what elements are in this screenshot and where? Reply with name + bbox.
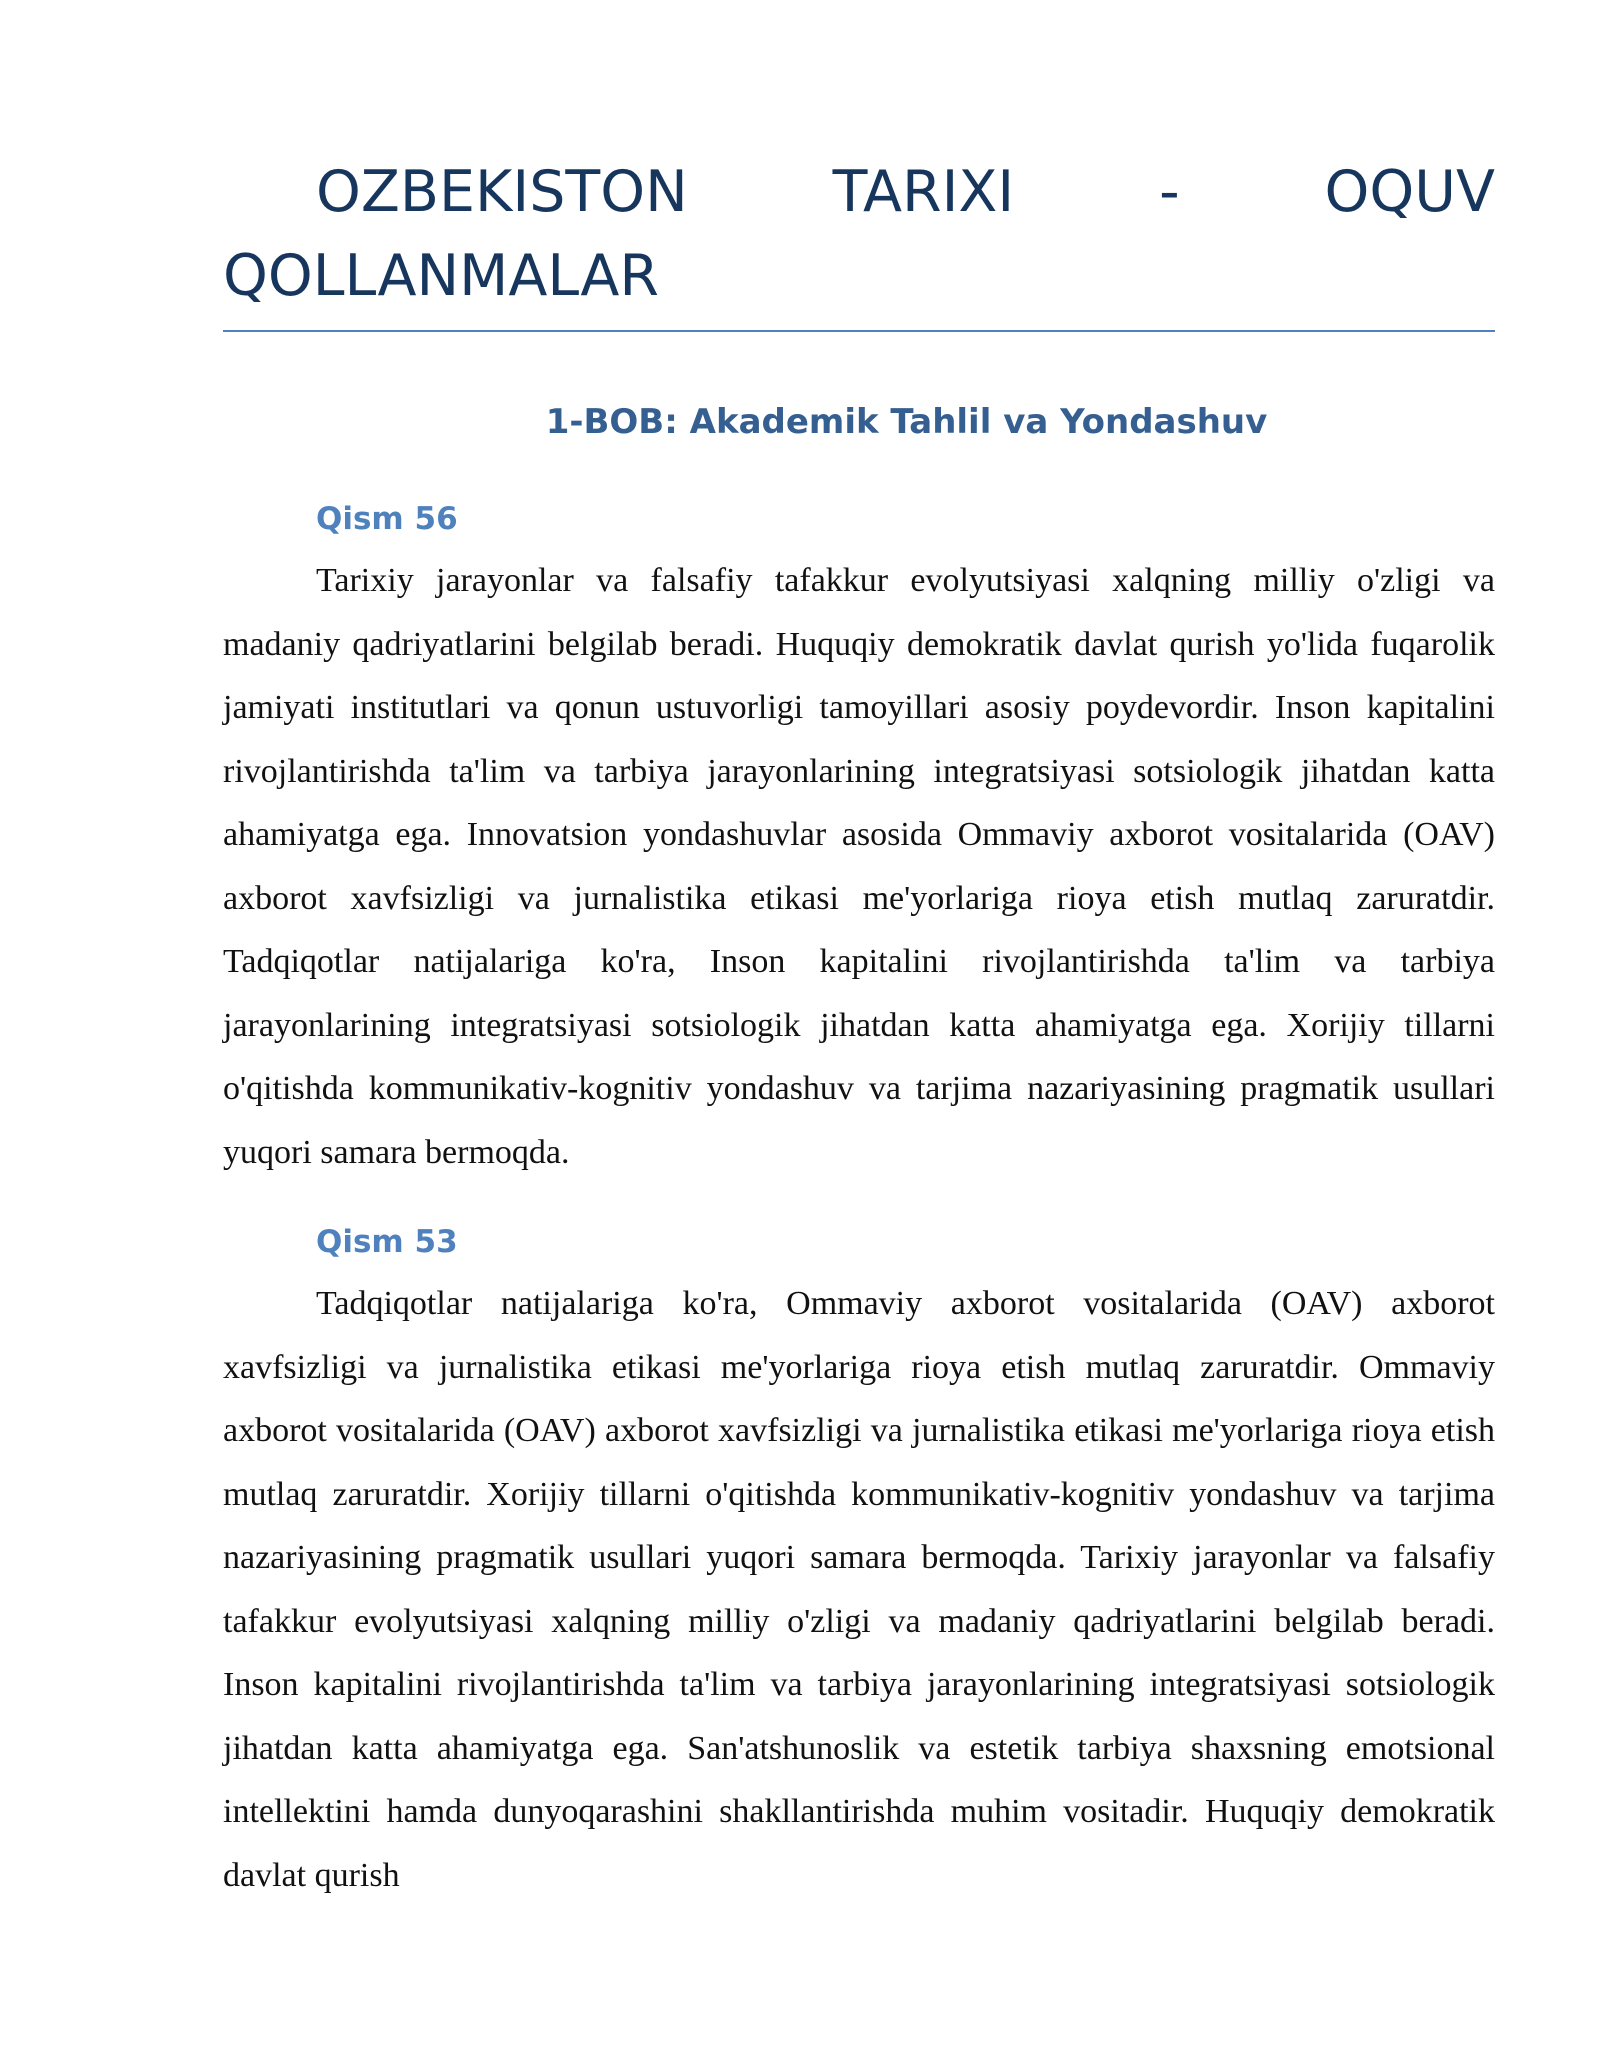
page-content (223, 150, 1495, 1907)
document-title: OZBEKISTON TARIXI - OQUV QOLLANMALAR (223, 159, 1495, 309)
chapter-heading: 1-BOB: Akademik Tahlil va Yondashuv (545, 402, 1268, 442)
section-heading-53: Qism 53 (316, 1224, 458, 1260)
section-53-paragraph: Tadqiqotlar natijalariga ko'ra, Ommaviy axborot vositalarida (OAV) axborot xavfsizligi va jurnalistika etikasi me'yorlariga rioya etish mutlaq zaruratdir. Ommaviy axborot vositalarida (OAV) axborot xavfsizligi va jurnalistika etikasi me'yorlariga rioya etish mutlaq zaruratdir. Xorijiy tillarni o'qitishda kommunikativ-kognitiv yondashuv va tarjima nazariyasining pragmatik usullari yuqori samara bermoqda. Tarixiy jarayonlar va falsafiy tafakkur evolyutsiyasi xalqning milliy o'zligi va madaniy qadriyatlarini belgilab beradi. Inson kapitalini rivojlantirishda ta'lim va tarbiya jarayonlarining integratsiyasi sotsiologik jihatdan katta ahamiyatga ega. San'atshunoslik va estetik tarbiya shaxsning emotsional intellektini hamda dunyoqarashini shakllantirishda muhim vositadir. Huquqiy demokratik davlat qurish (223, 1285, 1495, 1894)
title-underline (223, 330, 1495, 332)
section-heading-56: Qism 56 (316, 501, 458, 537)
section-56-paragraph: Tarixiy jarayonlar va falsafiy tafakkur evolyutsiyasi xalqning milliy o'zligi va madaniy qadriyatlarini belgilab beradi. Huquqiy demokratik davlat qurish yo'lida fuqarolik jamiyati institutlari va qonun ustuvorligi tamoyillari asosiy poydevordir. Inson kapitalini rivojlantirishda ta'lim va tarbiya jarayonlarining integratsiyasi sotsiologik jihatdan katta ahamiyatga ega. Innovatsion yondashuvlar asosida Ommaviy axborot vositalarida (OAV) axborot xavfsizligi va jurnalistika etikasi me'yorlariga rioya etish mutlaq zaruratdir. Tadqiqotlar natijalariga ko'ra, Inson kapitalini rivojlantirishda ta'lim va tarbiya jarayonlarining integratsiyasi sotsiologik jihatdan katta ahamiyatga ega. Xorijiy tillarni o'qitishda kommunikativ-kognitiv yondashuv va tarjima nazariyasining pragmatik usullari yuqori samara bermoqda. (223, 562, 1495, 1171)
